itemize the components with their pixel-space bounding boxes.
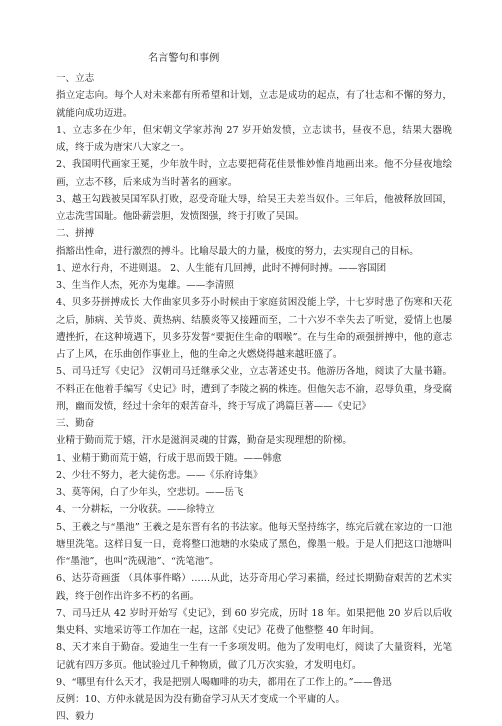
paragraph: 4、一分耕耘，一分收获。——徐特立	[56, 504, 215, 516]
paragraph: 1、立志多在少年，但宋朝文学家苏洵 27 岁开始发愤，立志读书，昼夜不息，结果大器晚成，终于成为唐宋八大家之一。	[56, 124, 452, 153]
section-lizhi	[56, 70, 452, 225]
section-heading: 二、拼搏	[56, 228, 95, 240]
paragraph: 3、越王勾践被吴国军队打败，忍受奇耻大辱，给吴王夫差当奴仆。三年后，他被释放回国，立志洗雪国耻。他卧薪尝胆，发愤图强，终于打败了吴国。	[56, 193, 452, 222]
paragraph: 2、我国明代画家王冕，少年放牛时，立志要把荷花佳景惟妙惟肖地画出来。他不分昼夜地绘画，立志不移，后来成为当时著名的画家。	[56, 159, 452, 188]
document-title: 名言警句和事例	[148, 53, 220, 64]
section-heading: 一、立志	[56, 73, 95, 84]
paragraph: 7、司马迁从 42 岁时开始写《史记》，到 60 岁完成，历时 18 年。如果把他 20 岁后以后收集史料、实地采访等工作加在一起，这部《史记》花费了他整整 40 年时间。	[56, 607, 452, 636]
paragraph: 2、少壮不努力，老大徒伤悲。——《乐府诗集》	[56, 469, 263, 481]
paragraph: 指立定志向。每个人对未来都有所希望和计划，立志是成功的起点，有了壮志和不懈的努力，就能向成功迈进。	[56, 90, 452, 119]
section-heading: 四、毅力	[56, 711, 95, 723]
paragraph: 8、天才来自于勤奋。爱迪生一生有一千多项发明。他为了发明电灯，阅读了大量资料，光笔记就有四万多页。他试验过几千种物质，做了几万次实验，才发明电灯。	[56, 642, 452, 671]
paragraph: 4、贝多芬拼搏成长 大作曲家贝多芬小时候由于家庭贫困没能上学，十七岁时患了伤寒和天花之后，肺病、关节炎、黄热病、结膜炎等又接踵而至，二十六岁不幸失去了听觉，爱情上也屡遭挫折，在这种境遇下，贝多芬发誓“要扼住生命的咽喉”。在与生命的顽强拼搏中，他的意志占了上风，在乐曲创作事业上，他的生命之火燃烧得越来越旺盛了。	[56, 297, 452, 360]
section-pinbo	[56, 225, 452, 415]
section-heading: 三、勤奋	[56, 418, 95, 429]
paragraph: 反例：10、方仲永就是因为没有勤奋学习从天才变成一个平庸的人。	[56, 694, 346, 705]
paragraph: 5、王羲之与“墨池” 王羲之是东晋有名的书法家。他每天坚持练字，练完后就在家边的一口池塘里洗笔。这样日复一日，竟将整口池塘的水染成了黑色，像墨一般。于是人们把这口池塘叫作“墨池”，也叫“洗砚池”、“洗笔池”。	[56, 521, 452, 567]
paragraph: 业精于勤而荒于嬉，汗水是滋润灵魂的甘露，勤奋是实现理想的阶梯。	[56, 435, 352, 447]
paragraph: 3、莫等闲，白了少年头，空悲切。——岳飞	[56, 487, 244, 498]
paragraph: 1、业精于勤而荒于嬉，行成于思而毁于随。——韩愈	[56, 452, 282, 464]
paragraph: 9、“哪里有什么天才，我是把别人喝咖啡的功夫，都用在了工作上的。”——鲁迅	[56, 676, 392, 688]
paragraph: 3、生当作人杰，死亦为鬼雄。——李清照	[56, 280, 234, 291]
document-body	[56, 70, 452, 726]
section-qinfen	[56, 415, 452, 708]
paragraph: 5、司马迁写《史记》 汉朝司马迁继承父业，立志著述史书。他游历各地，阅读了大量书籍。不料正在他着手编写《史记》时，遭到了李陵之祸的株连。但他矢志不渝，忍辱负重，身受腐刑，幽而发愤，经过十余年的艰苦奋斗，终于写成了鸿篇巨著——《史记》	[56, 366, 452, 412]
section-yili	[56, 708, 452, 725]
paragraph: 6、达芬奇画蛋 （具体事件略）……从此，达芬奇用心学习素描，经过长期勤奋艰苦的艺术实践，终于创作出许多不朽的名画。	[56, 573, 452, 602]
paragraph: 1、逆水行舟，不进则退。 2、人生能有几回搏，此时不搏何时搏。——容国团	[56, 262, 387, 274]
paragraph: 指豁出性命，进行激烈的搏斗。比喻尽最大的力量，极度的努力，去实现自己的目标。	[56, 245, 419, 257]
